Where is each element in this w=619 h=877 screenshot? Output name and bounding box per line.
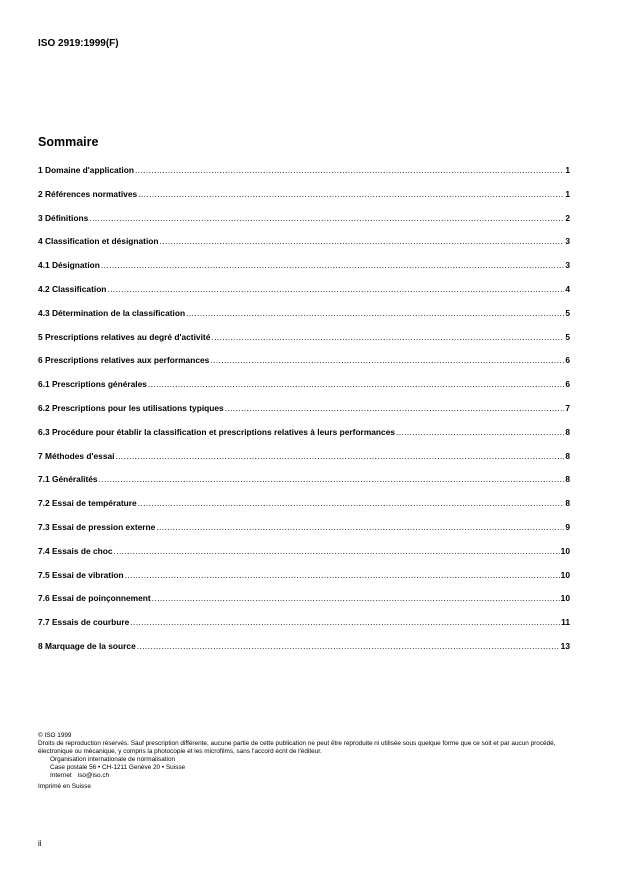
toc-entry[interactable] — [38, 332, 570, 356]
toc-entry-page: 11 — [561, 617, 570, 628]
internet-label: Internet — [50, 772, 72, 780]
toc-dot-leader — [152, 593, 560, 603]
toc-entry-page: 4 — [565, 283, 570, 294]
table-of-contents — [38, 165, 570, 665]
toc-entry-page: 9 — [565, 521, 570, 532]
toc-entry-label: 6.1 Prescriptions générales — [38, 379, 147, 390]
toc-entry-page: 1 — [565, 165, 570, 175]
toc-entry-label: 4.1 Désignation — [38, 260, 100, 271]
toc-dot-leader — [125, 570, 560, 580]
toc-entry-page: 8 — [565, 426, 570, 437]
organisation-name: Organisation internationale de normalisation — [50, 756, 176, 764]
toc-dot-leader — [186, 308, 564, 318]
toc-entry-page: 6 — [565, 355, 570, 366]
toc-entry[interactable] — [38, 213, 570, 237]
toc-entry[interactable] — [38, 236, 570, 260]
toc-entry[interactable] — [38, 546, 570, 570]
toc-entry[interactable] — [38, 260, 570, 284]
toc-entry-label: 6.2 Prescriptions pour les utilisations typiques — [38, 402, 224, 413]
toc-dot-leader — [89, 213, 564, 223]
toc-dot-leader — [115, 451, 564, 461]
toc-entry[interactable] — [38, 498, 570, 522]
toc-entry[interactable] — [38, 284, 570, 308]
toc-title: Sommaire — [38, 135, 99, 149]
toc-dot-leader — [137, 641, 560, 651]
rights-statement: Droits de reproduction réservés. Sauf prescription différente, aucune partie de cette publication ne peut être reproduite ni utilisée sous quelque forme que ce soit et par aucun procédé, électronique ou mécanique, y compris la photocopie et les microfilms, sans l'accord écrit de l'éditeur. — [38, 740, 556, 756]
toc-entry-label: 7.4 Essais de choc — [38, 545, 113, 556]
toc-entry-label: 7 Méthodes d'essai — [38, 450, 115, 461]
toc-dot-leader — [225, 403, 565, 413]
toc-entry-label: 5 Prescriptions relatives au degré d'activité — [38, 331, 211, 342]
toc-entry[interactable] — [38, 570, 570, 594]
toc-dot-leader — [138, 498, 565, 508]
toc-entry[interactable] — [38, 379, 570, 403]
toc-entry-page: 3 — [565, 260, 570, 271]
toc-entry-label: 7.3 Essai de pression externe — [38, 521, 156, 532]
toc-entry-label: 2 Références normatives — [38, 188, 138, 199]
toc-entry-label: 4.2 Classification — [38, 283, 107, 294]
toc-entry[interactable] — [38, 474, 570, 498]
toc-entry[interactable] — [38, 308, 570, 332]
toc-dot-leader — [160, 236, 565, 246]
toc-entry-page: 8 — [565, 498, 570, 509]
internet-line — [38, 772, 578, 780]
toc-entry-page: 10 — [560, 569, 570, 580]
toc-dot-leader — [130, 617, 560, 627]
toc-entry-label: 7.1 Généralités — [38, 474, 98, 485]
toc-entry-label: 4 Classification et désignation — [38, 236, 159, 247]
toc-entry-label: 7.2 Essai de température — [38, 498, 137, 509]
toc-entry[interactable] — [38, 451, 570, 475]
toc-entry[interactable] — [38, 641, 570, 665]
toc-dot-leader — [396, 427, 564, 437]
postal-address: Case postale 56 • CH-1211 Genève 20 • Suisse — [50, 764, 186, 772]
toc-entry-page: 8 — [565, 450, 570, 461]
toc-entry-label: 3 Définitions — [38, 212, 89, 223]
toc-entry[interactable] — [38, 355, 570, 379]
toc-entry[interactable] — [38, 522, 570, 546]
email-link[interactable]: iso@iso.ch — [77, 772, 110, 780]
toc-dot-leader — [107, 284, 564, 294]
toc-dot-leader — [148, 379, 564, 389]
toc-entry-page: 10 — [560, 545, 570, 556]
toc-entry-label: 7.6 Essai de poinçonnement — [38, 593, 151, 604]
toc-dot-leader — [114, 546, 560, 556]
toc-entry[interactable] — [38, 189, 570, 213]
toc-dot-leader — [156, 522, 564, 532]
toc-dot-leader — [211, 332, 564, 342]
toc-dot-leader — [135, 165, 564, 175]
copyright-notice: © ISO 1999 — [38, 732, 72, 739]
toc-entry-page: 3 — [565, 236, 570, 247]
toc-entry-label: 4.3 Détermination de la classification — [38, 307, 186, 318]
toc-dot-leader — [210, 355, 564, 365]
toc-entry-page: 10 — [560, 593, 570, 604]
toc-entry-label: 7.7 Essais de courbure — [38, 617, 130, 628]
toc-entry-label: 6 Prescriptions relatives aux performances — [38, 355, 210, 366]
page-number: ii — [38, 839, 42, 848]
toc-entry-page: 7 — [565, 402, 570, 413]
toc-entry[interactable] — [38, 617, 570, 641]
toc-entry[interactable] — [38, 403, 570, 427]
toc-entry-page: 2 — [565, 212, 570, 223]
toc-entry-label: 1 Domaine d'application — [38, 165, 134, 175]
toc-entry[interactable] — [38, 593, 570, 617]
toc-entry-page: 13 — [560, 640, 570, 651]
toc-entry-page: 8 — [565, 474, 570, 485]
toc-entry-label: 7.5 Essai de vibration — [38, 569, 124, 580]
toc-entry-page: 5 — [565, 331, 570, 342]
printed-in: Imprimé en Suisse — [38, 782, 91, 790]
toc-entry[interactable] — [38, 165, 570, 189]
toc-dot-leader — [101, 260, 564, 270]
toc-dot-leader — [99, 474, 565, 484]
toc-entry-label: 8 Marquage de la source — [38, 640, 136, 651]
document-id: ISO 2919:1999(F) — [38, 38, 119, 49]
toc-entry[interactable] — [38, 427, 570, 451]
toc-entry-page: 1 — [565, 188, 570, 199]
toc-entry-page: 5 — [565, 307, 570, 318]
toc-entry-page: 6 — [565, 379, 570, 390]
toc-entry-label: 6.3 Procédure pour établir la classification et prescriptions relatives à leurs performances — [38, 426, 396, 437]
copyright-block — [38, 732, 578, 791]
toc-dot-leader — [138, 189, 564, 199]
